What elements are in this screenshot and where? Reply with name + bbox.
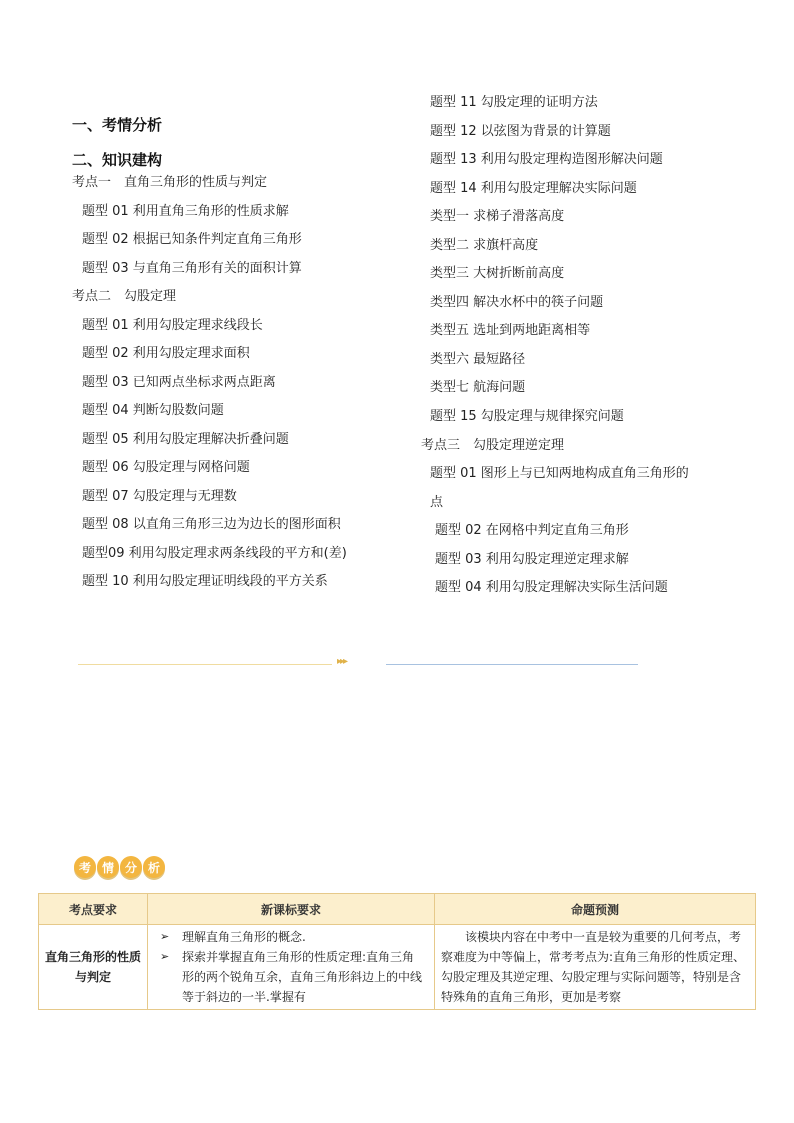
kp3-item-continued: 点 [430, 495, 444, 510]
divider-arrows-icon: ▸▸▸ [337, 656, 347, 667]
analysis-table [38, 893, 756, 1010]
right-item: 类型七 航海问题 [430, 380, 526, 395]
cell-requirements [148, 925, 435, 1010]
kp2-item: 题型 04 判断勾股数问题 [82, 403, 224, 418]
table-header-row [39, 894, 756, 925]
section-heading-knowledge: 二、知识建构 [72, 151, 163, 169]
right-item: 类型二 求旗杆高度 [430, 238, 539, 253]
kp2-item: 题型09 利用勾股定理求两条线段的平方和(差) [82, 546, 347, 561]
header-kp: 考点要求 [39, 894, 148, 925]
badge-char: 考 [74, 856, 96, 878]
right-item: 类型五 选址到两地距离相等 [430, 323, 591, 338]
right-item: 题型 15 勾股定理与规律探究问题 [430, 409, 624, 424]
kp2-item: 题型 07 勾股定理与无理数 [82, 489, 237, 504]
right-item: 题型 14 利用勾股定理解决实际问题 [430, 181, 637, 196]
kp1-item: 题型 03 与直角三角形有关的面积计算 [82, 261, 302, 276]
kp2-item: 题型 01 利用勾股定理求线段长 [82, 318, 263, 333]
right-item: 题型 11 勾股定理的证明方法 [430, 95, 598, 110]
header-prediction: 命题预测 [435, 894, 756, 925]
kp2-item: 题型 08 以直角三角形三边为边长的图形面积 [82, 517, 341, 532]
kp2-item: 题型 06 勾股定理与网格问题 [82, 460, 250, 475]
right-item: 题型 13 利用勾股定理构造图形解决问题 [430, 152, 663, 167]
cell-kp: 直角三角形的性质与判定 [39, 925, 148, 1010]
badge-char: 分 [120, 856, 142, 878]
cell-prediction: 该模块内容在中考中一直是较为重要的几何考点，考察难度为中等偏上，常考考点为:直角三角形的性质定理、勾股定理及其逆定理、勾股定理与实际问题等，特别是含特殊角的直角三角形，更加是考察 [435, 925, 756, 1010]
kp3-heading: 考点三 勾股定理逆定理 [421, 438, 565, 453]
requirement-item: ➢ 理解直角三角形的概念. [156, 927, 426, 947]
kp3-item: 题型 01 图形上与已知两地构成直角三角形的 [430, 466, 689, 481]
kp1-heading: 考点一 直角三角形的性质与判定 [72, 175, 268, 190]
kp2-item: 题型 03 已知两点坐标求两点距离 [82, 375, 276, 390]
kp2-heading: 考点二 勾股定理 [72, 289, 177, 304]
section-badge [74, 856, 165, 878]
requirement-item: ➢ 探索并掌握直角三角形的性质定理:直角三角形的两个锐角互余，直角三角形斜边上的中线等于斜边的一半.掌握有 [156, 947, 426, 1007]
right-item: 题型 12 以弦图为背景的计算题 [430, 124, 611, 139]
right-item: 类型三 大树折断前高度 [430, 266, 565, 281]
right-item: 类型一 求梯子滑落高度 [430, 209, 565, 224]
right-item: 类型六 最短路径 [430, 352, 526, 367]
kp3-item: 题型 02 在网格中判定直角三角形 [435, 523, 629, 538]
header-requirements: 新课标要求 [148, 894, 435, 925]
divider-line-left [78, 664, 332, 665]
right-item: 类型四 解决水杯中的筷子问题 [430, 295, 604, 310]
kp2-item: 题型 02 利用勾股定理求面积 [82, 346, 250, 361]
kp1-item: 题型 02 根据已知条件判定直角三角形 [82, 232, 302, 247]
section-heading-analysis: 一、考情分析 [72, 116, 163, 134]
kp2-item: 题型 10 利用勾股定理证明线段的平方关系 [82, 574, 328, 589]
kp1-item: 题型 01 利用直角三角形的性质求解 [82, 204, 289, 219]
kp2-item: 题型 05 利用勾股定理解决折叠问题 [82, 432, 289, 447]
badge-char: 情 [97, 856, 119, 878]
kp3-item: 题型 03 利用勾股定理逆定理求解 [435, 552, 629, 567]
kp3-item: 题型 04 利用勾股定理解决实际生活问题 [435, 580, 668, 595]
badge-char: 析 [143, 856, 165, 878]
table-row [39, 925, 756, 1010]
divider-line-right [386, 664, 638, 665]
